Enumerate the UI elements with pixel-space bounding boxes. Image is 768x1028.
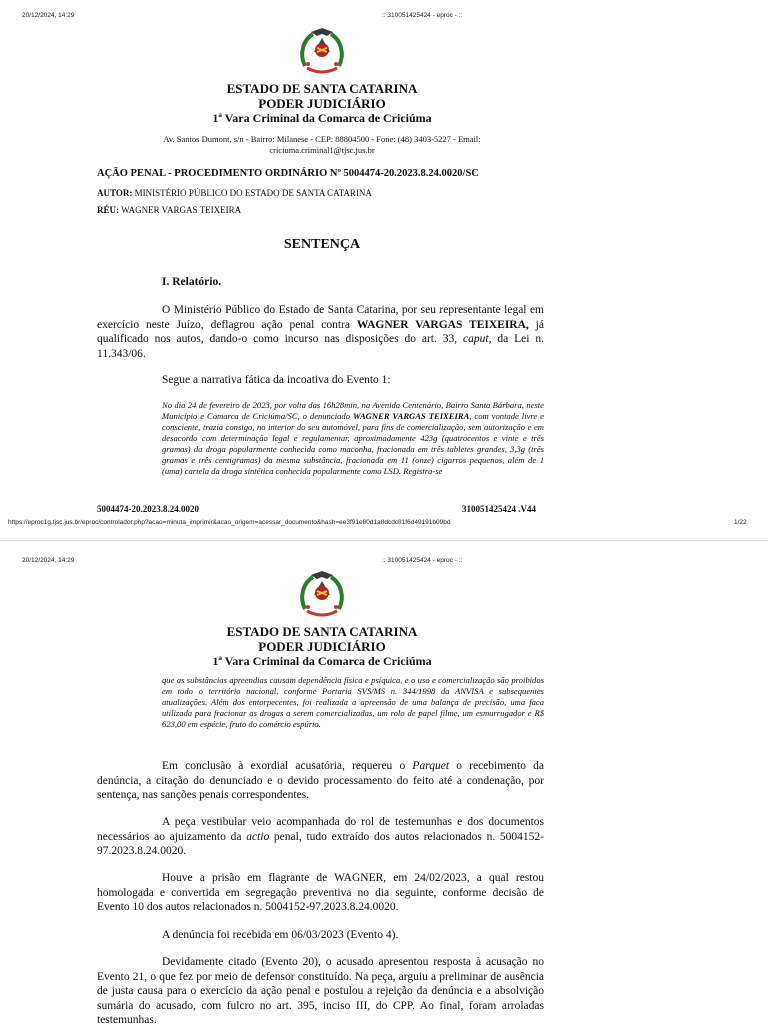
- print-datetime-2: 20/12/2024, 14:29: [22, 557, 75, 564]
- footer-process-number: 5004474-20.2023.8.24.0020: [97, 504, 199, 514]
- paragraph-6: A denúncia foi recebida em 06/03/2023 (Evento 4).: [162, 929, 399, 941]
- paragraph-5: Houve a prisão em flagrante de WAGNER, em 24/02/2023, a qual restou homologada e convertida em segregação preventiva no dia seguinte, conforme decisão de Evento 10 dos autos relacionados n. 5004152-97.2023.8.24.0020.: [97, 872, 544, 913]
- autor-label: AUTOR:: [97, 188, 133, 198]
- page-separator: [0, 540, 768, 541]
- court-address-line1: Av. Santos Dumont, s/n - Bairro: Milanese - CEP: 88804500 - Fone: (48) 3403-5227 - Email:: [163, 134, 481, 144]
- print-datetime: 20/12/2024, 14:29: [22, 12, 75, 19]
- letterhead-power: PODER JUDICIÁRIO: [258, 96, 386, 111]
- reu-name: WAGNER VARGAS TEIXEIRA: [121, 205, 242, 215]
- quote-denuncia-part1: No dia 24 de fevereiro de 2023, por volta das 16h28min, na Avenida Centenário, Bairro Santa Bárbara, neste Município e Comarca de Criciúma/SC, o denunciado WAGNER VARGAS TEIXEIRA, com vontade livre e consciente, trazia consigo, no interior do seu automóvel, para fins de comercialização, sem autorização e em desacordo com determinação legal e regulamentar, aproximadamente 423g (quatrocentos e vinte e três gramas) da droga popularmente conhecida como maconha, fracionada em três tabletes grandes, 3,3g (três gramas e três centigramas) da mesma substância, fracionada em 11 (onze) cigarros pequenos, além de 1 (uma) cartela da droga sintética conhecida popularmente como LSD. Registra-se: [162, 400, 544, 476]
- section-relatorio: I. Relatório.: [162, 276, 222, 288]
- letterhead-state-2: ESTADO DE SANTA CATARINA: [226, 624, 418, 639]
- footer-document-id: 310051425424 .V44: [462, 504, 536, 514]
- santa-catarina-coat-of-arms-icon: [297, 26, 347, 76]
- quote-denuncia-part2: que as substâncias apreendias causam dependência física e psíquica, e o uso e comercialização são proibidos em todo o território nacional, conforme Portaria SVS/MS n. 344/1998 da ANVISA e subsequentes atualizações. Além dos entorpecentes, foi realizada a apreensão de uma balança de precisão, uma faca utilizada para fracionar as drogas a serem comercializadas, um rolo de papel filme, um esmurrugador e R$ 623,00 em espécie, fruto do comércio espúrio.: [162, 675, 544, 729]
- case-title: AÇÃO PENAL - PROCEDIMENTO ORDINÁRIO Nº 5004474-20.2023.8.24.0020/SC: [97, 168, 479, 179]
- letterhead-court-2: 1ª Vara Criminal da Comarca de Criciúma: [212, 654, 432, 668]
- paragraph-1: O Ministério Público do Estado de Santa Catarina, por seu representante legal em exercício neste Juízo, deflagrou ação penal contra WAGNER VARGAS TEIXEIRA, já qualificado nos autos, dando-o como incurso nas disposições do art. 33, caput, da Lei n. 11.343/06.: [97, 304, 544, 360]
- case-reu: [97, 205, 241, 215]
- court-address: [0, 134, 644, 156]
- letterhead-power-2: PODER JUDICIÁRIO: [258, 639, 386, 654]
- document-page-2: [0, 545, 768, 1024]
- letterhead-court: 1ª Vara Criminal da Comarca de Criciúma: [212, 111, 432, 125]
- paragraph-2: Segue a narrativa fática da incoativa do Evento 1:: [162, 374, 391, 386]
- autor-name: MINISTÉRIO PÚBLICO DO ESTADO DE SANTA CATARINA: [134, 188, 372, 198]
- print-title: :: 310051425424 - eproc - ::: [382, 12, 463, 19]
- print-page-number: 1/22: [734, 519, 747, 526]
- print-url: https://eproc1g.tjsc.jus.br/eproc/controlador.php?acao=minuta_imprimir&acao_origem=acessar_documento&hash=ee3f91e80d1a8dcdc81f6d49191b09bd: [8, 519, 451, 526]
- reu-label: RÉU:: [97, 205, 119, 215]
- santa-catarina-coat-of-arms-icon: [297, 569, 347, 619]
- paragraph-4: A peça vestibular veio acompanhada do rol de testemunhas e dos documentos necessários ao ajuizamento da actio penal, tudo extraído dos autos relacionados n. 5004152-97.2023.8.24.0020.: [97, 816, 545, 857]
- paragraph-3: Em conclusão à exordial acusatória, requereu o Parquet o recebimento da denúncia, a citação do denunciado e o devido processamento do feito até a condenação, por sentença, nas sanções penais correspondentes.: [97, 760, 545, 801]
- sentenca-heading: SENTENÇA: [283, 237, 361, 252]
- case-autor: [97, 188, 372, 198]
- print-title-2: :: 310051425424 - eproc - ::: [382, 557, 463, 564]
- letterhead-state: ESTADO DE SANTA CATARINA: [226, 81, 418, 96]
- court-email: criciuma.criminal1@tjsc.jus.br: [269, 145, 375, 155]
- paragraph-7: Devidamente citado (Evento 20), o acusado apresentou resposta à acusação no Evento 21, o que fez por meio de defensor constituído. Na peça, arguiu a preliminar de ausência de justa causa para o exercício da ação penal e postulou a rejeição da denúncia e a absolvição sumária do acusado, com fulcro no art. 395, inciso III, do CPP. Ao final, foram arroladas testemunhas.: [97, 956, 544, 1026]
